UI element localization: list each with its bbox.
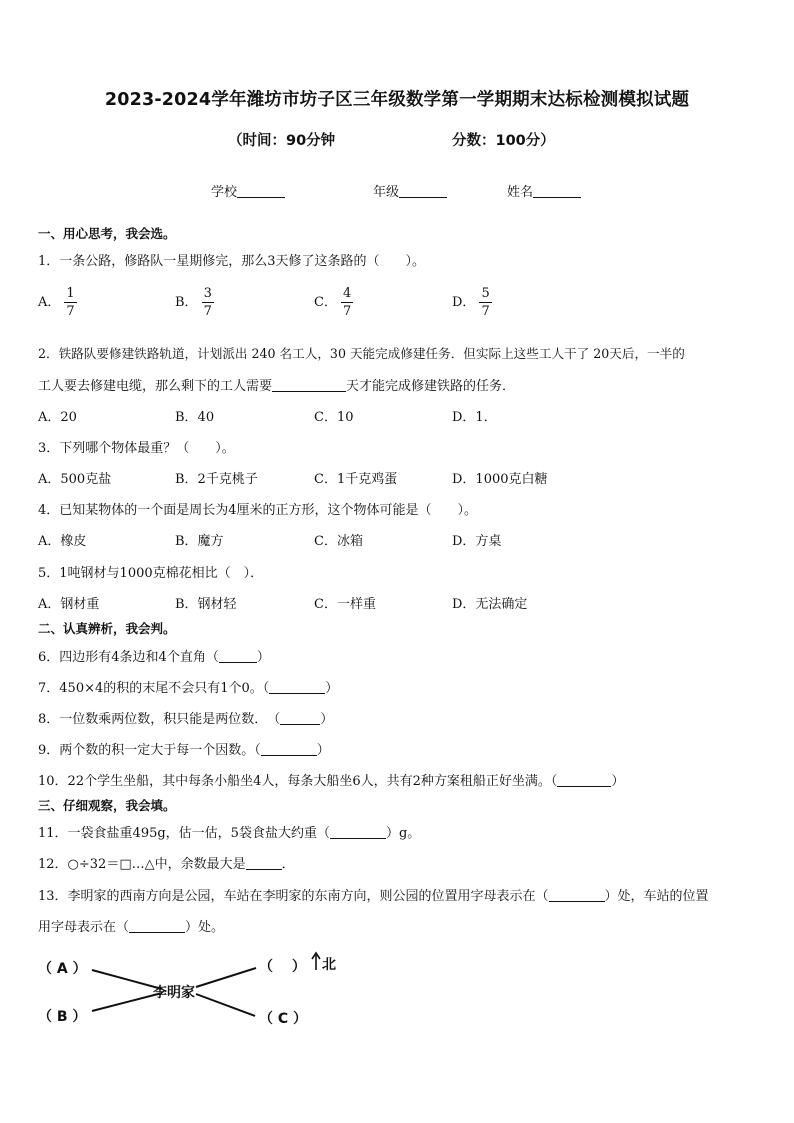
line-to-c	[196, 994, 255, 1016]
exam-score: 分数：100分）	[452, 133, 555, 149]
question-2-line-2: 工人要去修建电缆，那么剩下的工人需要 天才能完成修建铁路的任务．	[38, 379, 516, 394]
q1-option-b: B． $\frac{3}{7}$	[175, 286, 212, 319]
name-label: 姓名	[507, 185, 534, 200]
q5-option-d: D．无法确定	[452, 597, 528, 612]
q2-option-c: C．10	[314, 410, 354, 425]
q3-option-d: D．1000克白糖	[452, 472, 548, 487]
question-13-line-1: 13．李明家的西南方向是公园，车站在李明家的东南方向，则公园的位置用字母表示在（ ）处，车站的位置	[38, 889, 709, 904]
q4-option-a: A．橡皮	[38, 534, 87, 549]
question-11: 11．一袋食盐重495g，估一估，5袋食盐大约重（ ）g。	[38, 826, 421, 841]
question-2-line-1: 2．铁路队要修建铁路轨道，计划派出 240 名工人，30 天能完成修建任务．但实际上这些工人干了 20天后，一半的	[38, 346, 685, 361]
page-title: 2023-2024学年潍坊市坊子区三年级数学第一学期期末达标检测模拟试题	[104, 90, 690, 110]
question-12: 12．○÷32＝□…△中，余数最大是 ．	[38, 857, 295, 872]
q4-option-c: C．冰箱	[314, 534, 363, 549]
q1-option-c: C． $\frac{4}{7}$	[314, 286, 352, 319]
point-c-label: （ C ）	[259, 1011, 308, 1027]
question-10: 10．22个学生坐船，其中每条小船坐4人，每条大船坐6人，共有2种方案租船正好坐满。（ ）	[38, 774, 625, 789]
question-5: 5．1吨钢材与1000克棉花相比（ ）．	[38, 566, 264, 581]
q4-option-d: D．方桌	[452, 534, 502, 549]
q3-option-c: C．1千克鸡蛋	[314, 472, 398, 487]
question-7: 7．450×4的积的末尾不会只有1个0。（ ）	[38, 681, 339, 696]
q5-option-a: A．钢材重	[38, 597, 100, 612]
north-label: 北	[322, 957, 336, 973]
q5-option-b: B．钢材轻	[175, 597, 237, 612]
question-1: 1．一条公路，修路队一星期修完，那么3天修了这条路的（ ）。	[38, 254, 426, 269]
question-13-line-2: 用字母表示在（ ）处。	[38, 920, 225, 935]
question-4: 4．已知某物体的一个面是周长为4厘米的正方形，这个物体可能是（ ）。	[38, 503, 478, 518]
question-3: 3．下列哪个物体最重？（ ）。	[38, 441, 235, 456]
q4-option-b: B．魔方	[175, 534, 224, 549]
school-label: 学校	[211, 185, 238, 200]
q1-option-a: A． $\frac{1}{7}$	[38, 286, 75, 319]
line-to-unknown	[196, 968, 256, 987]
q2-option-d: D．1．	[452, 410, 497, 425]
grade-label: 年级	[373, 185, 400, 200]
point-a-label: （ A ）	[38, 961, 87, 977]
exam-time: （时间：90分钟	[228, 133, 336, 149]
question-6: 6．四边形有4条边和4个直角（ ）	[38, 650, 270, 665]
question-9: 9．两个数的积一定大于每一个因数。（ ）	[38, 743, 330, 758]
section-1-heading: 一、用心思考，我会选。	[38, 226, 176, 241]
q3-option-a: A．500克盐	[38, 472, 112, 487]
question-8: 8．一位数乘两位数，积只能是两位数． （ ）	[38, 712, 334, 727]
home-label: 李明家	[153, 985, 195, 1001]
q3-option-b: B．2千克桃子	[175, 472, 258, 487]
unknown-point-label: （ ）	[259, 959, 306, 975]
q2-option-a: A．20	[38, 410, 77, 425]
section-3-heading: 三、仔细观察，我会填。	[38, 798, 176, 813]
line-to-a	[92, 970, 162, 989]
q5-option-c: C．一样重	[314, 597, 376, 612]
section-2-heading: 二、认真辨析，我会判。	[38, 621, 176, 636]
point-b-label: （ B ）	[38, 1009, 87, 1025]
line-to-b	[92, 993, 162, 1011]
q2-option-b: B．40	[175, 410, 215, 425]
q1-option-d: D． $\frac{5}{7}$	[452, 286, 490, 319]
